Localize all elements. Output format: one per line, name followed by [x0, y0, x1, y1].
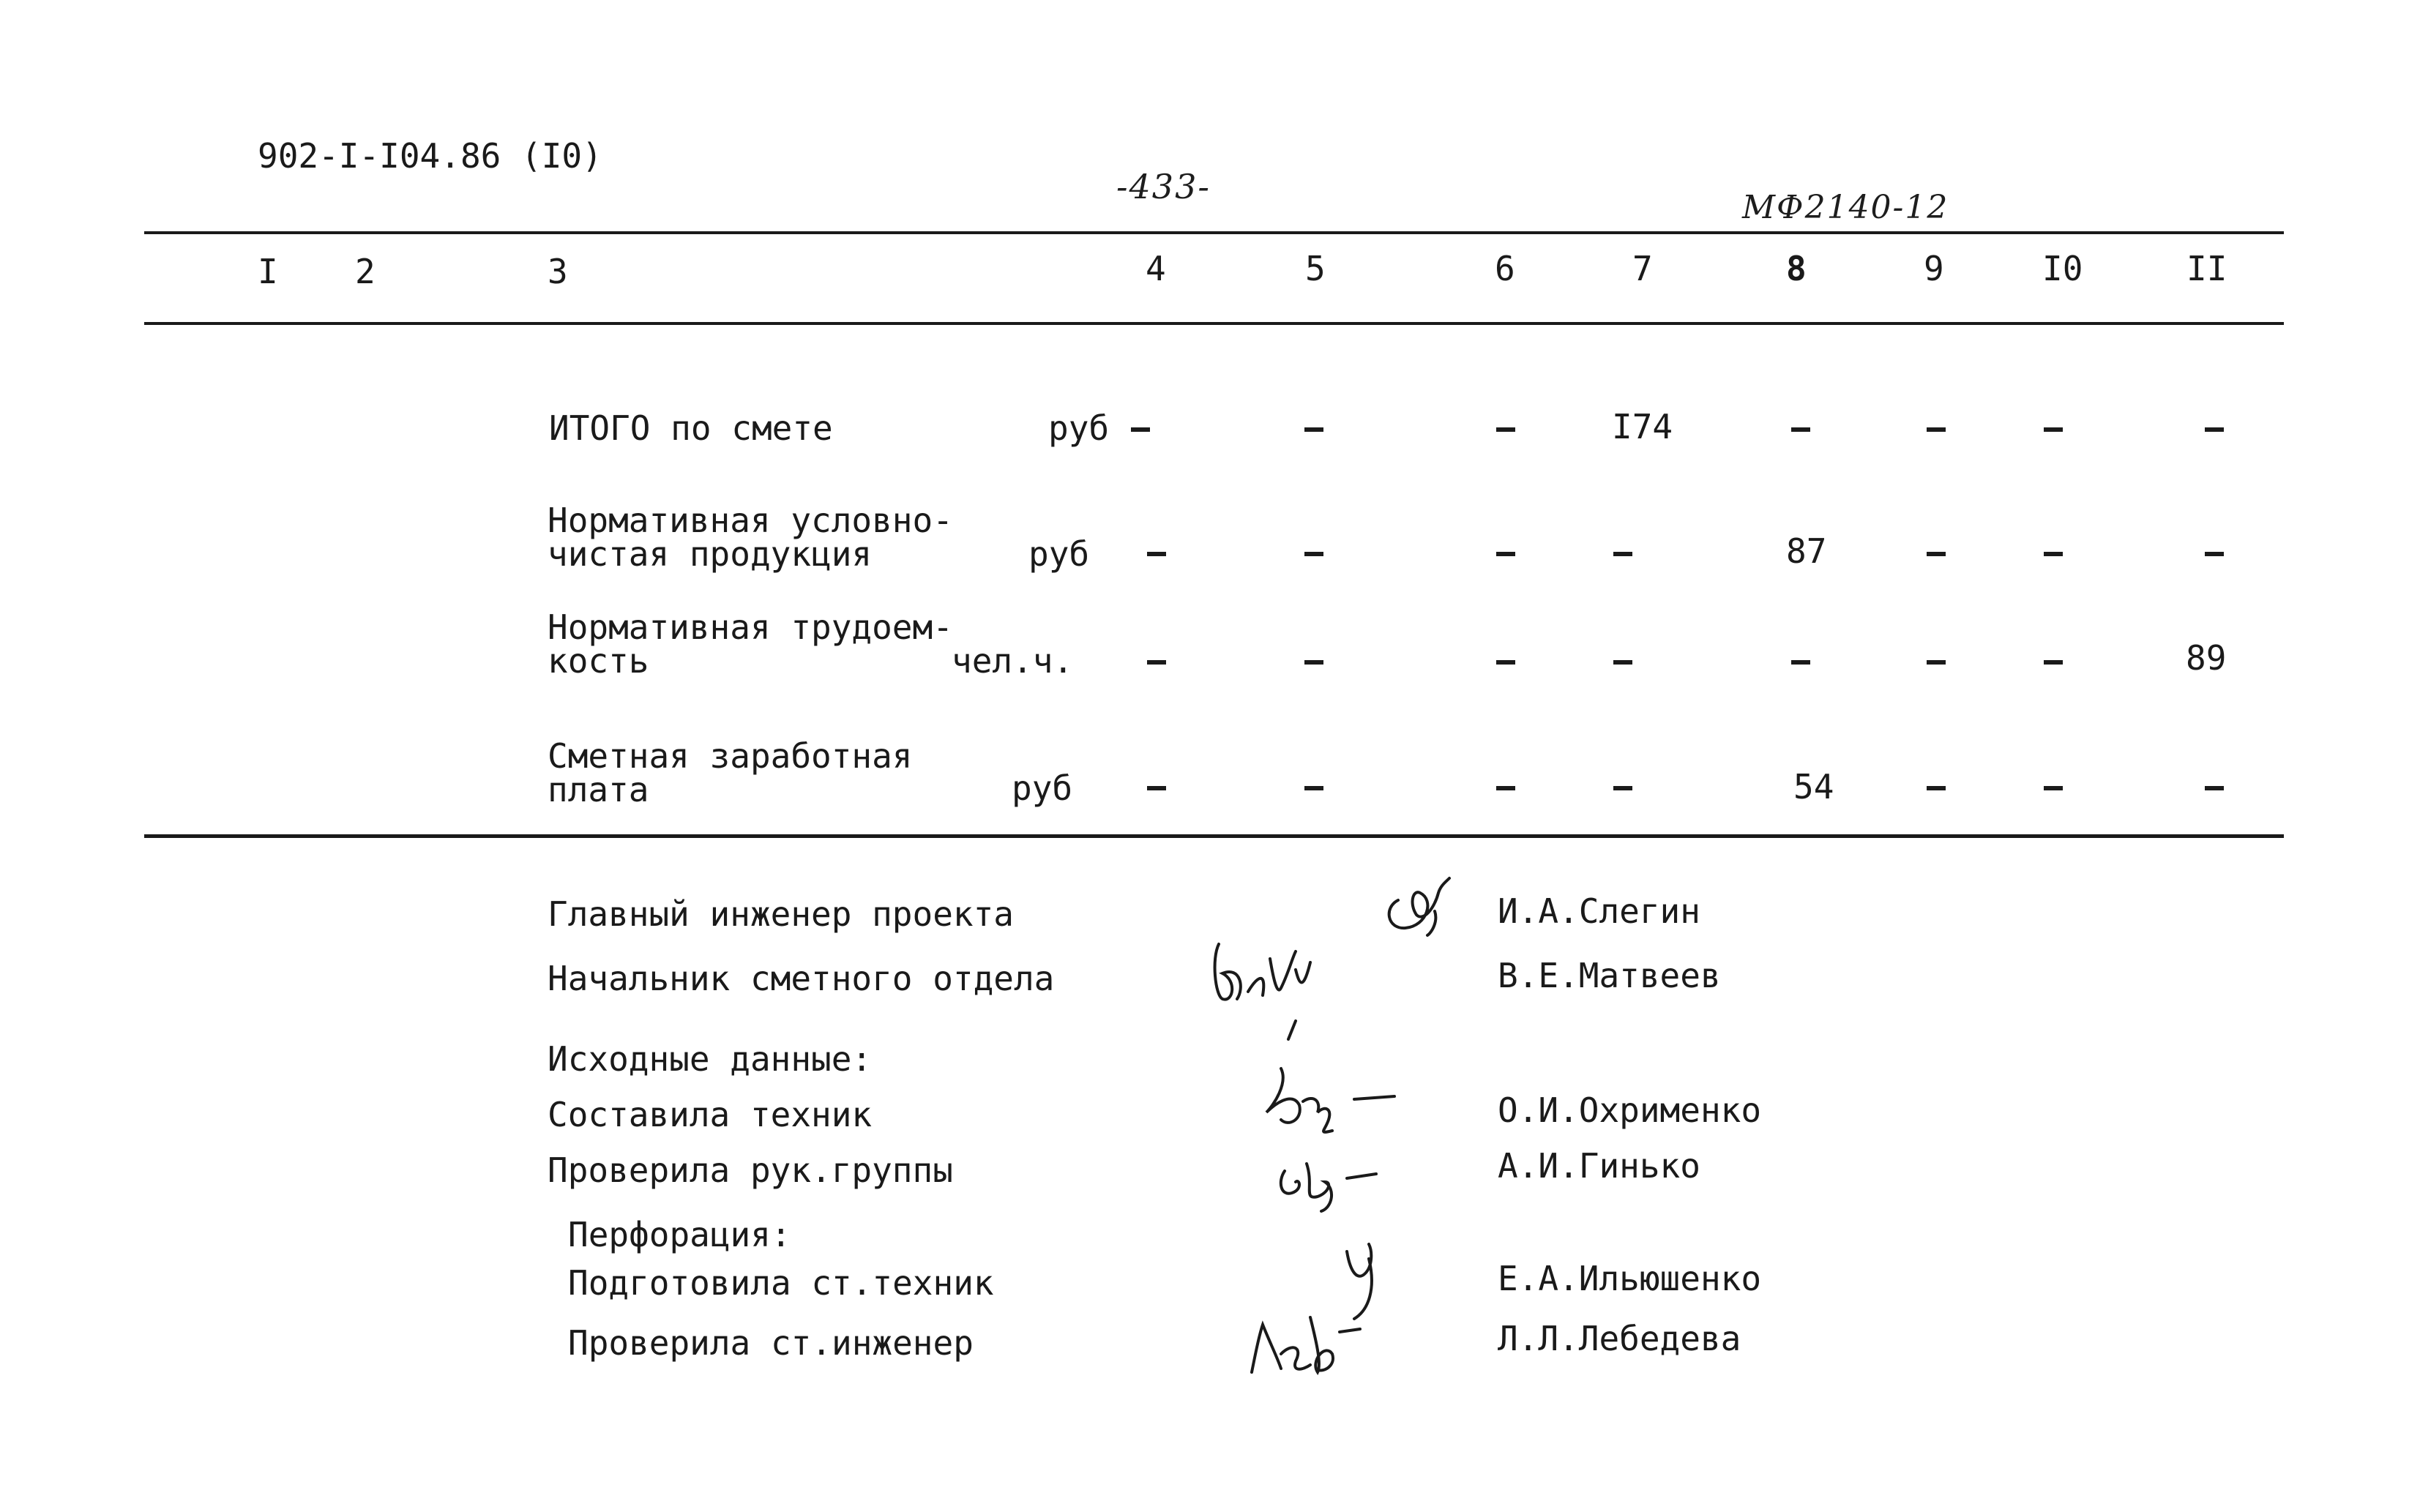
cell-value: 54 — [1793, 767, 1834, 806]
column-header: 7 — [1632, 249, 1653, 288]
column-header: 2 — [355, 252, 376, 291]
column-header: 4 — [1146, 249, 1166, 288]
section-heading: Исходные данные: — [548, 1039, 873, 1079]
row-unit: руб — [1048, 408, 1110, 448]
table-bottom-rule — [144, 834, 2284, 838]
cell-dash — [1147, 660, 1166, 665]
signature-role: Главный инженер проекта — [548, 894, 1014, 934]
signature-name: В.Е.Матвеев — [1498, 956, 1721, 995]
header-bottom-rule — [144, 322, 2284, 325]
column-header: I0 — [2042, 249, 2083, 288]
row-label-line: Нормативная трудоем- — [548, 607, 953, 647]
signature-role: Составила техник — [548, 1095, 873, 1134]
signature-name: О.И.Охрименко — [1498, 1090, 1762, 1130]
cell-dash — [1613, 786, 1632, 790]
column-header: 9 — [1924, 249, 1944, 288]
page-number: -433- — [1116, 167, 1211, 206]
row-label-line: плата — [548, 770, 649, 809]
cell-dash — [1496, 786, 1515, 790]
row-label-line: Сметная заработная — [548, 736, 913, 776]
cell-dash — [1613, 660, 1632, 665]
column-header: I — [258, 252, 278, 291]
cell-dash — [1304, 660, 1323, 665]
signature-name: И.А.Слегин — [1498, 891, 1700, 931]
row-label — [548, 607, 953, 681]
row-label-line: кость — [548, 641, 649, 681]
signature-scribble — [1208, 929, 1332, 1047]
cell-value: I74 — [1612, 407, 1673, 446]
cell-dash — [2205, 427, 2224, 432]
row-unit: руб — [1028, 534, 1090, 574]
cell-dash — [1927, 427, 1946, 432]
cell-dash — [1147, 786, 1166, 790]
column-header: II — [2186, 249, 2227, 288]
document-stamp: МФ2140-12 — [1742, 189, 1949, 226]
column-header: 6 — [1495, 249, 1515, 288]
cell-dash — [1927, 552, 1946, 556]
signature-scribble — [1274, 1149, 1398, 1222]
document-code: 902-I-I04.86 (I0) — [258, 136, 602, 176]
cell-dash — [2205, 786, 2224, 790]
row-label-line: Нормативная условно- — [548, 501, 953, 540]
cell-dash — [1131, 427, 1150, 432]
cell-dash — [1927, 786, 1946, 790]
cell-dash — [1927, 660, 1946, 665]
cell-dash — [1791, 660, 1810, 665]
row-label — [548, 501, 953, 574]
signature-scribble — [1237, 1303, 1369, 1383]
row-label-line: чистая продукция — [548, 534, 873, 574]
row-unit: чел.ч. — [952, 641, 1074, 681]
cell-dash — [1304, 786, 1323, 790]
cell-dash — [2044, 660, 2063, 665]
signature-role: Проверила рук.группы — [548, 1150, 953, 1190]
column-header: 5 — [1305, 249, 1326, 288]
cell-value: 89 — [2186, 638, 2227, 678]
cell-dash — [2044, 427, 2063, 432]
cell-dash — [1304, 552, 1323, 556]
cell-dash — [2044, 786, 2063, 790]
cell-dash — [1496, 552, 1515, 556]
row-label — [548, 736, 913, 809]
column-header: 8 — [1786, 249, 1807, 288]
table-top-rule — [144, 231, 2284, 234]
cell-dash — [1613, 552, 1632, 556]
signature-role: Подготовила ст.техник — [568, 1263, 994, 1303]
cell-dash — [2044, 552, 2063, 556]
signature-name: Е.А.Ильюшенко — [1498, 1259, 1762, 1298]
row-unit: руб — [1012, 768, 1073, 808]
section-heading: Перфорация: — [568, 1215, 791, 1254]
column-header: 3 — [548, 252, 568, 291]
signature-name: А.И.Гинько — [1498, 1146, 1700, 1186]
cell-value: 87 — [1786, 531, 1827, 571]
cell-dash — [2205, 552, 2224, 556]
cell-dash — [1496, 660, 1515, 665]
row-label: ИТОГО по смете — [549, 408, 833, 448]
cell-dash — [1304, 427, 1323, 432]
cell-dash — [1147, 552, 1166, 556]
cell-dash — [1496, 427, 1515, 432]
cell-dash — [1791, 427, 1810, 432]
signature-role: Проверила ст.инженер — [568, 1323, 974, 1363]
signature-role: Начальник сметного отдела — [548, 959, 1055, 998]
signature-name: Л.Л.Лебедева — [1498, 1319, 1741, 1358]
signature-scribble — [1376, 871, 1457, 937]
signature-scribble — [1259, 1061, 1405, 1142]
